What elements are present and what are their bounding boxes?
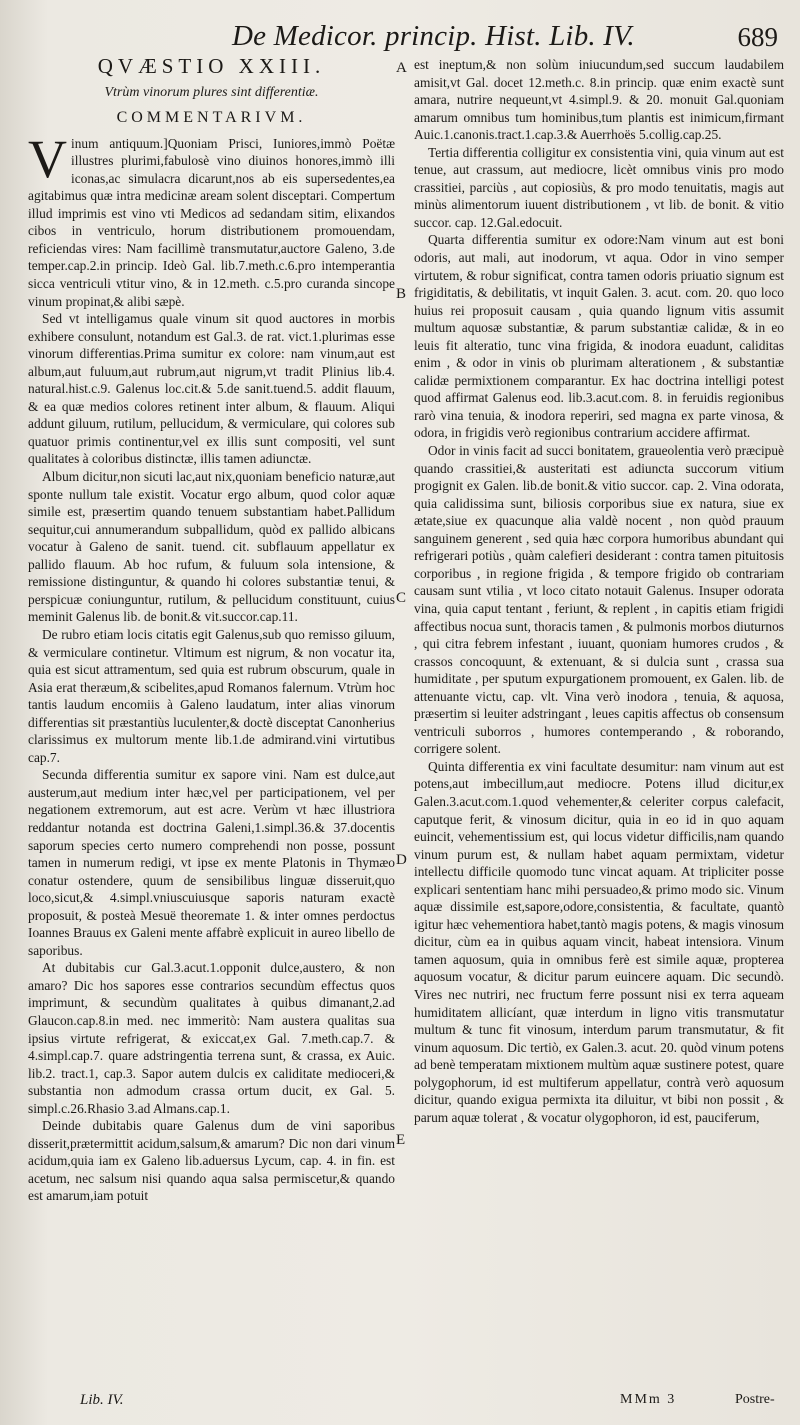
catchword: Postre- [735, 1392, 775, 1407]
footer-book-label: Lib. IV. [80, 1392, 124, 1408]
margin-letter-b: B [396, 286, 407, 302]
drop-cap: V [28, 128, 67, 189]
right-column [414, 56, 784, 1126]
paragraph: est ineptum,& non solùm iniucundum,sed succum laudabilem amisit,vt Gal. docet 12.meth.c. 8.in princip. quæ enim exactè sunt amara, nutrire nequeunt,vt 4.simpl.9. & 20. monuit Gal.quoniam amarum omnibus tum hominibus,tum plantis est inimicum,firmant Auic.1.canonis.tract.1.cap.3.& Auerrhoës 5.collig.cap.25. [414, 57, 784, 143]
paragraph: At dubitabis cur Gal.3.acut.1.opponit dulce,austero, & non amaro? Dic hos sapores esse contrarios secundùm effectus quos imprimunt, & secundùm qualitates à quibus dimanant,2.ad Glaucon.cap.8.in med. nec immeritò: Nam austera qualitas sua ipsius virtute refrigerat, & exiccat,ex Gal. 7.meth.cap.7. & 4.simpl.cap.7. quare adstringentia terrena sunt, & crassa, ex Auic. lib.2. tract.1, cap.3. Sapor autem dulcis ex caliditate medioceri,& substantia non admodum crassa ortum ducit, ex Gal. 5. simpl.c.26.Rhasio 3.ad Almans.cap.1. [28, 960, 395, 1116]
paragraph: Secunda differentia sumitur ex sapore vini. Nam est dulce,aut austerum,aut medium inter hæc,vel per participationem, vel per negationem extremorum, aut est acre. Verùm vt hæc illustriora reddantur notanda est doctrina Galeni,1.simpl.36.& 37.docentis saporum species certo numero comprehendi non posse, possunt tamen in numerum redigi, vt ipse ex mente Platonis in Thymæo conatur ostendere, quum de sensibilibus linguæ disseruit,quo loco,sicut,& 4.simpl.vniuscuiusque saporis naturam exactè proposuit, & posteà Mesuë theoremate 1. & inter omnes perdoctus Ioannes Brauus ex Galeni mente affabrè explicuit in aureo libello de saporibus. [28, 767, 395, 958]
paragraph-text: inum antiquum.]Quoniam Prisci, Iuniores,immò Poëtæ illustres plurimi,fabulosè vino diuinos honores,immò illi iconas,ac simulacra dicarunt,nos ab eis supersedentes,ea agitabimus quæ intra medicinæ aream solent disceptari. Compertum illud imprimis est vino vti Medicos ad sedandam sitim, elixandos cibos in ventriculo, horum distributionem promouendam, reficiendas vires: Nam facillimè transmutatur,auctore Galeno, 3.de temper.cap.2.in princip. Ideò Gal. lib.7.meth.c.6.pro intemperantia sicca ventriculi vtitur vino, & in 12.meth. c.5.pro curanda sincope vinum propinat,& alibi sæpè. [28, 135, 395, 309]
paragraph: Quinta differentia ex vini facultate desumitur: nam vinum aut est potens,aut imbecillum,aut mediocre. Potens illud dicitur,ex Galen.3.acut.com.1.quod vehementer,& celeriter corpus calefacit, caputque ferit, & vinosum dicitur, quia in eo id in quo aquam euincit, vehementissium est, qui locus videtur difficilis,nam quando vinum purum est, & nullam habet aquam permixtam, videtur intellectu difficile quomodo tunc vincat aquam. At tripliciter posse explicari sententiam hanc mihi persuadeo,& primo modo sic. Vinum aquæ dissimile est,sapore,odore,consistentia, & facultate, quantò igitur hæc vehementiora habet,tantò magis potens, & magis vinosum dicitur, cùm ea in quibus aquam vincit, habeat intensiora. Vinum tamen aquosum, quia in omnibus ferè est simile aquæ, propterea aquosum vocatur, & dicitur parum euincere aquam. Dic secundò. Vires nec nutriri, nec fructum ferre possunt nisi ex terra aqueam humiditatem allicíant, quæ interdum in ligno vitis transmutatur multum & tunc fit vinosum, interdum parum transmutatur, & fit vinum aquosum. Dic tertiò, ex Galen.3. acut. 20. quòd vinum potens ad benè temperatam mixtionem multùm aquæ sustinere potest, quare polygophorum, id est multiferum appellatur, contrà verò aquosum dicitur, quando exigua permixta ita diluitur, vt bibi non possit , & parum aquæ tolerat , & vocatur olygophoron, id est, pauciferum, [414, 758, 784, 1125]
running-title: De Medicor. princip. Hist. Lib. IV. [232, 20, 635, 52]
running-head [0, 18, 800, 58]
paragraph: De rubro etiam locis citatis egit Galenus,sub quo remisso giluum, & vermiculare continetur. Vltimum est nigrum, & non vocatur ita, quia est sicut attramentum, sed quia est rubrum obscurum, quale in Asia erat theræum,& scibelites,apud Romanos falernum. Vtrùm hoc tantis laudum encomiis à Galeno laudatum, inter alias vinorum differentias sit præstantiùs luculenter,& doctè disceptat Canonherius clarissimus ex multorum mente lib.1.de admirand.vini virtutibus cap.7. [28, 626, 395, 765]
paragraph: Deinde dubitabis quare Galenus dum de vini saporibus disserit,prætermittit acidum,salsum,& amarum? Dic non dari vinum acidum,quia iam ex Galeno lib.aduersus Lycum, cap. 4. in fin. est acetum, nec salsum nisi quando aqua salsa permiscetur,& quando est amarum,iam potuit [28, 1118, 395, 1204]
margin-letter-a: A [396, 60, 407, 76]
question-subtitle: Vtrùm vinorum plures sint differentiæ. [104, 84, 319, 100]
left-column [28, 56, 395, 1205]
commentary-title: COMMENTARIVM. [116, 109, 307, 127]
paragraph: Sed vt intelligamus quale vinum sit quod auctores in morbis exhibere consulunt, notandum est Gal.3. de rat. vict.1.plurimas esse vinorum differentias.Prima sumitur ex colore: nam vinum,aut est album,aut fuluum,aut rubrum,aut nigrum,vt tradit Plinius lib.4. natural.hist.c.9. Galenus loc.cit.& 5.de sanit.tuend.5. addit flauum, & ea quæ medios colores retinent inter album, & flauum. Aliqui addunt giluum, rutilum, pellucidum, & vermiculare, qui colores sub quatuor primis continentur,vel ex illis sunt compositi, vel sunt qualitates à coloribus distinctæ, illis tamen adiunctæ. [28, 311, 395, 467]
margin-letter-c: C [396, 590, 407, 606]
paragraph: Tertia differentia colligitur ex consistentia vini, quia vinum aut est tenue, aut crassum, aut mediocre, licèt omnibus vinis pro modo crassitiei, parciùs , aut copiosiùs, & pro modo tenuitatis, magis aut minùs alimentorum iuuent distributionem , vt lib. de bonit. & vitio succor. cap. 12.Gal.edocuit. [414, 144, 784, 230]
paragraph [28, 128, 395, 310]
paragraph: Album dicitur,non sicuti lac,aut nix,quoniam beneficio naturæ,aut sponte nullum tale existit. Vocatur ergo album, quod color aquæ simile est, præsertim quando tenuem substantiam habet.Pallidum sequitur,cui annumerandum subpallidum, quòd ex pallido albicans vocatur à Galeno de sanit. tuend. cit. subflauum appellatur ex pallido flauum. Ab hoc rufum, & fuluum sola intensione, & remissione distinguntur, & quando hi colores substantiæ tenui, & perspicuæ coniunguntur, rutilum, & pellucidum constituunt, cuius meminit Galenus lib. de bonit.& vit.succor.cap.11. [28, 469, 395, 625]
signature-mark: MMm 3 [620, 1392, 677, 1407]
question-title: QVÆSTIO XXIII. [97, 54, 326, 78]
margin-letter-e: E [396, 1132, 406, 1148]
paragraph: Quarta differentia sumitur ex odore:Nam vinum aut est boni odoris, aut mali, aut inodorum, vt aqua. Odor in vino semper virtutem, & robur significat, contra tamen odoris priuatio signum est frigiditatis, & debilitatis, vt inquit Galen. 3. acut. com. 20. quo loco huius rei proposuit causam , quia quando lignum vitis assumit multum aquosæ substantiæ, & parum substantiæ calidæ, & in eo leuis fit alteratio, tunc vina frigida, & inodora euadunt, caliditas enim , & odor in vinis ob plurimam alterationem , & substantiæ calidæ permixtionem comparantur. Ex hac doctrina intelligi potest quod affirmat Galenus eod. lib.3.acut.com. 8. in feruidis regionibus rarò vina tenuia, & inodora reperiri, sed magna ex parte vinosa, & odora, in frigidis verò regionibus contrarium accidere affirmat. [414, 232, 784, 441]
margin-letter-d: D [396, 852, 407, 868]
paragraph: Odor in vinis facit ad succi bonitatem, graueolentia verò præcipuè quando crassitiei,& austeritati est adiuncta succorum vitium progignit ex Galen. lib.de bonit.& vitio succor. cap. 2. Vina odorata, quia calidissima sunt, biliosis corporibus siue ex natura, siue ex ætate,siue ex quacunque alia valdè nocent , non quòd prauum sanguinem generent , sed quia hæc corpora humoribus abundant qui refrigerari potiùs , quàm calefieri desiderant : contra tamen pituitosis corporibus , in regione frigida , & tempore frigido ob contrariam causam sunt vtilia , vt loco citato notauit Galenus. Insuper odorata vina, quia caput tentant , feriunt, & replent , in capitis etiam frigidi affectibus nocua sunt, thoracis tamen , & pulmonis morbos diuturnos , qui citra febrem infestant , iuuant, quoniam humores crudos , & crassos concoquunt, & extenuant, & si dulcia sunt , crassa sua humiditate , per sputum expurgationem promouent, ex Galen. lib. de attenuante victu, cap. vlt. Vina verò inodora , tenuia, & aquosa, præsertim si leuiter adstringant , leues capitis affectus ob consensum ventriculi suborros , humores contemperando , & roborando, corrigere solent. [414, 443, 784, 757]
page-number: 689 [737, 22, 778, 52]
